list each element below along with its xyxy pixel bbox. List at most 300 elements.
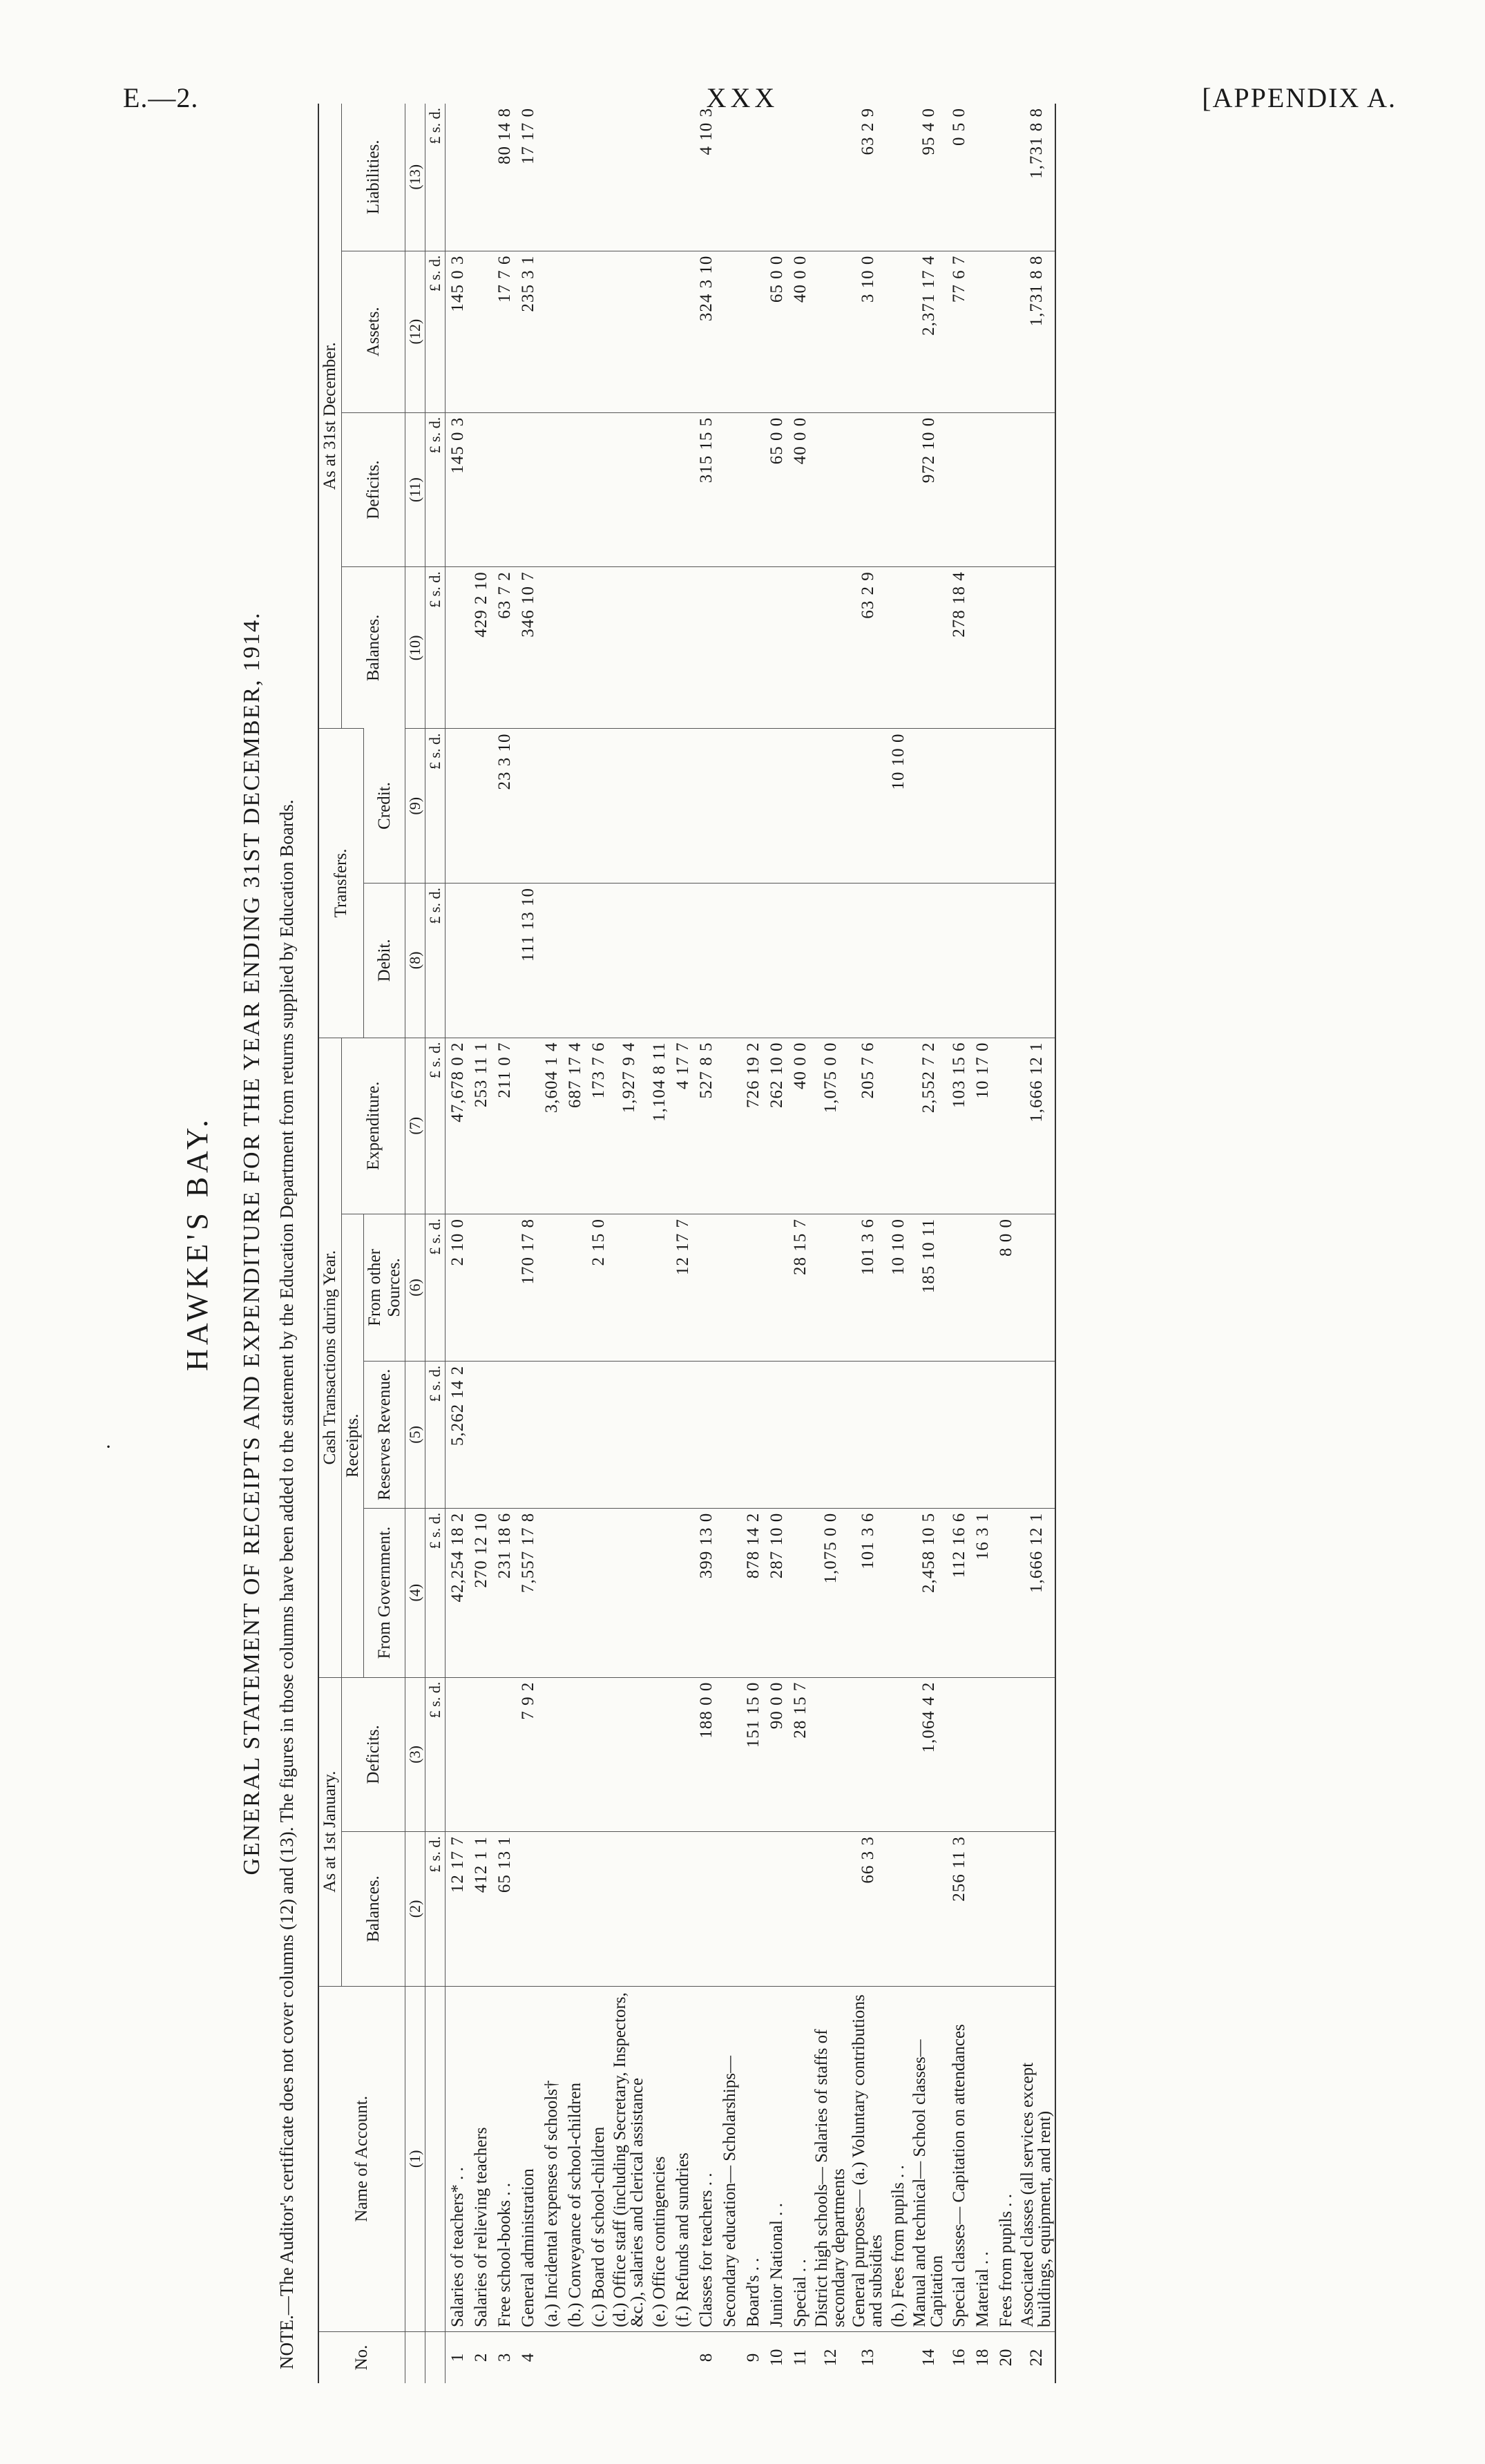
- amount-c8: [718, 884, 741, 1038]
- amount-c12: 145 0 3: [446, 251, 470, 412]
- amount-c7: [994, 1038, 1017, 1214]
- amount-c8: [610, 884, 647, 1038]
- amount-c6: 170 17 8: [516, 1214, 539, 1362]
- amount-c13: 80 14 8: [495, 108, 514, 164]
- amount-c2: [788, 1832, 812, 1987]
- row-number: [610, 2332, 647, 2384]
- amount-c13: [741, 104, 765, 251]
- amount-c4: 2,458 10 5: [910, 1508, 947, 1677]
- amount-c6: [492, 1214, 516, 1362]
- amount-c5: [788, 1361, 812, 1508]
- table-row: [647, 104, 671, 2383]
- amount-c12: [647, 251, 671, 412]
- row-number: 9: [741, 2332, 765, 2384]
- amount-c13: 0 5 0: [949, 108, 968, 146]
- amount-c13: 17 17 0: [518, 108, 537, 164]
- row-number: [671, 2332, 694, 2384]
- amount-c3: [586, 1677, 610, 1832]
- amount-c8: [910, 884, 947, 1038]
- header-c12: Assets.: [341, 251, 405, 412]
- amount-c10: 429 2 10: [469, 567, 492, 729]
- account-name: Secondary education— Scholarships—: [718, 1986, 741, 2331]
- amount-c9: [910, 729, 947, 884]
- amount-c2: [718, 1832, 741, 1987]
- amount-c11: 40 0 0: [788, 412, 812, 567]
- amount-c7: 1,104 8 11: [647, 1038, 671, 1214]
- amount-c8: [671, 884, 694, 1038]
- amount-c10: [910, 567, 947, 729]
- amount-c6: 2 15 0: [586, 1214, 610, 1362]
- colnum: (3): [405, 1677, 425, 1832]
- amount-c8: [788, 884, 812, 1038]
- table-row: [947, 104, 970, 2383]
- amount-c5: [849, 1361, 886, 1508]
- amount-c4: 1,075 0 0: [812, 1508, 849, 1677]
- amount-c12: [886, 251, 910, 412]
- amount-c11: [469, 412, 492, 567]
- amount-c12: [970, 251, 994, 412]
- table-body: [446, 104, 1056, 2383]
- header-c10: Balances.: [341, 567, 405, 729]
- amount-c5: [586, 1361, 610, 1508]
- amount-c6: [970, 1214, 994, 1362]
- account-name: (c.) Board of school-children: [586, 1986, 610, 2331]
- header-no: No.: [318, 2332, 405, 2384]
- amount-c8: [741, 884, 765, 1038]
- amount-c4: [994, 1508, 1017, 1677]
- lsd-blank: [425, 1986, 446, 2331]
- table-row: [586, 104, 610, 2383]
- amount-c11: [849, 412, 886, 567]
- amount-c11: [610, 412, 647, 567]
- amount-c9: [446, 729, 470, 884]
- amount-c11: [671, 412, 694, 567]
- amount-c9: [741, 729, 765, 884]
- header-receipts: Receipts.: [341, 1214, 364, 1678]
- table-row: [610, 104, 647, 2383]
- table-row: [446, 104, 470, 2383]
- header-jan: As at 1st January.: [318, 1677, 341, 1986]
- row-number: 11: [788, 2332, 812, 2384]
- amount-c4: [586, 1508, 610, 1677]
- amount-c13: [610, 104, 647, 251]
- amount-c13: [970, 104, 994, 251]
- lsd-unit: £ s. d.: [425, 1361, 446, 1508]
- amount-c3: [492, 1677, 516, 1832]
- amount-c13: [671, 104, 694, 251]
- amount-c6: 8 0 0: [994, 1214, 1017, 1362]
- header-c13: Liabilities.: [341, 104, 405, 251]
- amount-c12: 1,731 8 8: [1017, 251, 1055, 412]
- amount-c4: 42,254 18 2: [446, 1508, 470, 1677]
- amount-c9: [718, 729, 741, 884]
- amount-c3: [1017, 1677, 1055, 1832]
- amount-c9: [586, 729, 610, 884]
- amount-c12: 3 10 0: [849, 251, 886, 412]
- amount-c4: [647, 1508, 671, 1677]
- amount-c11: 145 0 3: [446, 412, 470, 567]
- amount-c2: [765, 1832, 788, 1987]
- amount-c2: 65 13 1: [492, 1832, 516, 1987]
- table-row: [812, 104, 849, 2383]
- amount-c4: [671, 1508, 694, 1677]
- amount-c7: 211 0 7: [492, 1038, 516, 1214]
- lsd-blank: [425, 2332, 446, 2384]
- page-code: E.—2.: [123, 82, 199, 113]
- account-name: Special classes— Capitation on attendances: [947, 1986, 970, 2331]
- amount-c2: 256 11 3: [947, 1832, 970, 1987]
- amount-c13: [812, 104, 849, 251]
- row-number: 16: [947, 2332, 970, 2384]
- lsd-unit: £ s. d.: [425, 104, 446, 251]
- amount-c11: [812, 412, 849, 567]
- header-name: Name of Account.: [318, 1986, 405, 2331]
- header-c3: Deficits.: [341, 1677, 405, 1832]
- amount-c10: [886, 567, 910, 729]
- table-row: [1017, 104, 1055, 2383]
- amount-c9: [1017, 729, 1055, 884]
- amount-c8: [1017, 884, 1055, 1038]
- header-dec: As at 31st December.: [318, 104, 341, 729]
- amount-c9: [812, 729, 849, 884]
- amount-c2: [970, 1832, 994, 1987]
- amount-c7: 726 19 2: [741, 1038, 765, 1214]
- table-row: [970, 104, 994, 2383]
- amount-c8: [812, 884, 849, 1038]
- statement-subtitle: GENERAL STATEMENT OF RECEIPTS AND EXPENDITURE FOR THE YEAR ENDING 31ST DECEMBER, 1914.: [239, 611, 265, 1875]
- amount-c11: [718, 412, 741, 567]
- amount-c8: [947, 884, 970, 1038]
- amount-c6: [812, 1214, 849, 1362]
- amount-c7: 687 17 4: [563, 1038, 586, 1214]
- amount-c8: [694, 884, 718, 1038]
- row-number: [718, 2332, 741, 2384]
- amount-c13: 63 2 9: [858, 108, 877, 155]
- amount-c6: 28 15 7: [788, 1214, 812, 1362]
- amount-c3: 90 0 0: [765, 1677, 788, 1832]
- amount-c9: [539, 729, 563, 884]
- amount-c7: 527 8 5: [694, 1038, 718, 1214]
- table-row: [849, 104, 886, 2383]
- amount-c11: [516, 412, 539, 567]
- amount-c7: [718, 1038, 741, 1214]
- amount-c12: [563, 251, 586, 412]
- amount-c4: 112 16 6: [947, 1508, 970, 1677]
- lsd-unit: £ s. d.: [425, 1677, 446, 1832]
- amount-c13: [788, 104, 812, 251]
- amount-c11: 315 15 5: [694, 412, 718, 567]
- row-number: 4: [516, 2332, 539, 2384]
- amount-c3: [446, 1677, 470, 1832]
- amount-c7: 253 11 1: [469, 1038, 492, 1214]
- amount-c5: [671, 1361, 694, 1508]
- amount-c13: [469, 104, 492, 251]
- row-number: 22: [1017, 2332, 1055, 2384]
- amount-c3: [671, 1677, 694, 1832]
- amount-c7: 47,678 0 2: [446, 1038, 470, 1214]
- amount-c5: [610, 1361, 647, 1508]
- amount-c10: [741, 567, 765, 729]
- amount-c8: 111 13 10: [516, 884, 539, 1038]
- amount-c2: [994, 1832, 1017, 1987]
- amount-c11: [1017, 412, 1055, 567]
- row-number: 3: [492, 2332, 516, 2384]
- header-c7: Expenditure.: [341, 1038, 405, 1214]
- amount-c12: [741, 251, 765, 412]
- header-c11: Deficits.: [341, 412, 405, 567]
- colnum: (13): [405, 104, 425, 251]
- amount-c3: [469, 1677, 492, 1832]
- amount-c12: [994, 251, 1017, 412]
- amount-c6: 101 3 6: [849, 1214, 886, 1362]
- amount-c11: [539, 412, 563, 567]
- amount-c4: 287 10 0: [765, 1508, 788, 1677]
- colnum: (11): [405, 412, 425, 567]
- amount-c9: [563, 729, 586, 884]
- amount-c13: [539, 104, 563, 251]
- lsd-unit: £ s. d.: [425, 1508, 446, 1677]
- header-c4: From Government.: [364, 1508, 405, 1677]
- colnum: [405, 2332, 425, 2384]
- amount-c9: [849, 729, 886, 884]
- amount-c2: [812, 1832, 849, 1987]
- amount-c7: 103 15 6: [947, 1038, 970, 1214]
- amount-c9: [970, 729, 994, 884]
- amount-c4: 7,557 17 8: [516, 1508, 539, 1677]
- amount-c8: [765, 884, 788, 1038]
- amount-c4: 270 12 10: [469, 1508, 492, 1677]
- amount-c10: 63 2 9: [849, 567, 886, 729]
- amount-c7: 4 17 7: [671, 1038, 694, 1214]
- table-row: [492, 104, 516, 2383]
- amount-c8: [492, 884, 516, 1038]
- amount-c5: [563, 1361, 586, 1508]
- statement-heading: HAWKE'S BAY.: [180, 1116, 214, 1371]
- amount-c12: [610, 251, 647, 412]
- amount-c7: 205 7 6: [849, 1038, 886, 1214]
- header-transfers: Transfers.: [318, 729, 364, 1038]
- header-c2: Balances.: [341, 1832, 405, 1987]
- amount-c10: [446, 567, 470, 729]
- table-row: [765, 104, 788, 2383]
- row-number: 2: [469, 2332, 492, 2384]
- amount-c6: [469, 1214, 492, 1362]
- amount-c9: [671, 729, 694, 884]
- accounts-table: [318, 104, 1056, 2383]
- colnum: (1): [405, 1986, 425, 2331]
- amount-c11: 972 10 0: [910, 412, 947, 567]
- amount-c2: [610, 1832, 647, 1987]
- amount-c6: 2 10 0: [446, 1214, 470, 1362]
- row-number: 18: [970, 2332, 994, 2384]
- amount-c13: [586, 104, 610, 251]
- amount-c2: [910, 1832, 947, 1987]
- amount-c9: [516, 729, 539, 884]
- amount-c3: 151 15 0: [741, 1677, 765, 1832]
- amount-c2: [539, 1832, 563, 1987]
- header-c8: Debit.: [364, 884, 405, 1038]
- amount-c3: 188 0 0: [694, 1677, 718, 1832]
- amount-c5: [492, 1361, 516, 1508]
- amount-c5: [765, 1361, 788, 1508]
- amount-c10: [586, 567, 610, 729]
- amount-c9: [647, 729, 671, 884]
- colnum: (9): [405, 729, 425, 884]
- amount-c3: [563, 1677, 586, 1832]
- amount-c7: 40 0 0: [788, 1038, 812, 1214]
- lsd-unit: £ s. d.: [425, 1832, 446, 1987]
- amount-c5: 5,262 14 2: [446, 1361, 470, 1508]
- amount-c13: 1,731 8 8: [1026, 108, 1046, 179]
- amount-c5: [812, 1361, 849, 1508]
- amount-c3: [947, 1677, 970, 1832]
- row-number: 20: [994, 2332, 1017, 2384]
- amount-c12: 324 3 10: [694, 251, 718, 412]
- amount-c12: [718, 251, 741, 412]
- account-name: Manual and technical— School classes—Capitation: [910, 1986, 947, 2331]
- amount-c9: 10 10 0: [886, 729, 910, 884]
- lsd-unit: £ s. d.: [425, 251, 446, 412]
- account-name: Special . .: [788, 1986, 812, 2331]
- amount-c10: [812, 567, 849, 729]
- amount-c4: [788, 1508, 812, 1677]
- amount-c5: [647, 1361, 671, 1508]
- amount-c8: [994, 884, 1017, 1038]
- row-number: 14: [910, 2332, 947, 2384]
- amount-c12: 65 0 0: [765, 251, 788, 412]
- amount-c6: [647, 1214, 671, 1362]
- amount-c4: [539, 1508, 563, 1677]
- row-number: [539, 2332, 563, 2384]
- rotated-statement: [180, 104, 1388, 2383]
- amount-c8: [886, 884, 910, 1038]
- header-c9: Credit.: [364, 729, 405, 884]
- amount-c2: [1017, 1832, 1055, 1987]
- amount-c13: [886, 104, 910, 251]
- amount-c2: [586, 1832, 610, 1987]
- colnum: (8): [405, 884, 425, 1038]
- amount-c13: [446, 104, 470, 251]
- amount-c8: [446, 884, 470, 1038]
- amount-c6: [741, 1214, 765, 1362]
- amount-c6: [718, 1214, 741, 1362]
- amount-c10: [694, 567, 718, 729]
- amount-c11: 65 0 0: [765, 412, 788, 567]
- amount-c7: 10 17 0: [970, 1038, 994, 1214]
- account-name: District high schools— Salaries of staffs of secondary departments: [812, 1986, 849, 2331]
- lsd-unit: £ s. d.: [425, 1038, 446, 1214]
- amount-c10: [647, 567, 671, 729]
- amount-c12: [539, 251, 563, 412]
- table-row: [539, 104, 563, 2383]
- amount-c12: 17 7 6: [492, 251, 516, 412]
- row-number: 12: [812, 2332, 849, 2384]
- amount-c2: 412 1 1: [469, 1832, 492, 1987]
- colnum: (10): [405, 567, 425, 729]
- amount-c10: [788, 567, 812, 729]
- amount-c6: [765, 1214, 788, 1362]
- account-name: (b.) Fees from pupils . .: [886, 1986, 910, 2331]
- page-number: XXX: [706, 82, 779, 113]
- account-name: Classes for teachers . .: [694, 1986, 718, 2331]
- colnum: (2): [405, 1832, 425, 1987]
- account-name: General administration: [516, 1986, 539, 2331]
- account-name: Junior National . .: [765, 1986, 788, 2331]
- amount-c3: [886, 1677, 910, 1832]
- amount-c3: [610, 1677, 647, 1832]
- table-row: [694, 104, 718, 2383]
- lsd-unit: £ s. d.: [425, 884, 446, 1038]
- amount-c5: [1017, 1361, 1055, 1508]
- amount-c7: [886, 1038, 910, 1214]
- amount-c8: [970, 884, 994, 1038]
- amount-c10: [765, 567, 788, 729]
- amount-c8: [539, 884, 563, 1038]
- amount-c4: 399 13 0: [694, 1508, 718, 1677]
- table-row: [741, 104, 765, 2383]
- table-row: [994, 104, 1017, 2383]
- amount-c8: [647, 884, 671, 1038]
- amount-c10: [1017, 567, 1055, 729]
- amount-c5: [516, 1361, 539, 1508]
- amount-c6: 185 10 11: [910, 1214, 947, 1362]
- amount-c3: [718, 1677, 741, 1832]
- amount-c3: [849, 1677, 886, 1832]
- amount-c2: [886, 1832, 910, 1987]
- account-name: General purposes— (a.) Voluntary contributions and subsidies: [849, 1986, 886, 2331]
- account-name: (a.) Incidental expenses of schools†: [539, 1986, 563, 2331]
- amount-c4: [610, 1508, 647, 1677]
- amount-c10: [994, 567, 1017, 729]
- amount-c5: [947, 1361, 970, 1508]
- header-cash: Cash Transactions during Year.: [318, 1038, 341, 1677]
- amount-c5: [970, 1361, 994, 1508]
- amount-c9: [947, 729, 970, 884]
- amount-c5: [694, 1361, 718, 1508]
- amount-c9: [788, 729, 812, 884]
- row-number: [886, 2332, 910, 2384]
- stray-mark: ·: [105, 1435, 112, 1458]
- lsd-unit: £ s. d.: [425, 1214, 446, 1362]
- amount-c3: [539, 1677, 563, 1832]
- amount-c11: [647, 412, 671, 567]
- table-row: [886, 104, 910, 2383]
- amount-c4: 231 18 6: [492, 1508, 516, 1677]
- amount-c7: [516, 1038, 539, 1214]
- amount-c4: 101 3 6: [849, 1508, 886, 1677]
- header-c6: From other Sources.: [364, 1214, 405, 1362]
- amount-c7: 1,666 12 1: [1017, 1038, 1055, 1214]
- amount-c11: [741, 412, 765, 567]
- amount-c11: [886, 412, 910, 567]
- account-name: (f.) Refunds and sundries: [671, 1986, 694, 2331]
- amount-c5: [718, 1361, 741, 1508]
- amount-c7: 262 10 0: [765, 1038, 788, 1214]
- amount-c6: [1017, 1214, 1055, 1362]
- amount-c9: [469, 729, 492, 884]
- amount-c12: [586, 251, 610, 412]
- amount-c4: 878 14 2: [741, 1508, 765, 1677]
- colnum: (7): [405, 1038, 425, 1214]
- amount-c4: [563, 1508, 586, 1677]
- amount-c12: 77 6 7: [947, 251, 970, 412]
- amount-c8: [849, 884, 886, 1038]
- amount-c6: [610, 1214, 647, 1362]
- amount-c13: 95 4 0: [919, 108, 938, 155]
- amount-c4: [718, 1508, 741, 1677]
- amount-c2: 66 3 3: [849, 1832, 886, 1987]
- amount-c10: 63 7 2: [492, 567, 516, 729]
